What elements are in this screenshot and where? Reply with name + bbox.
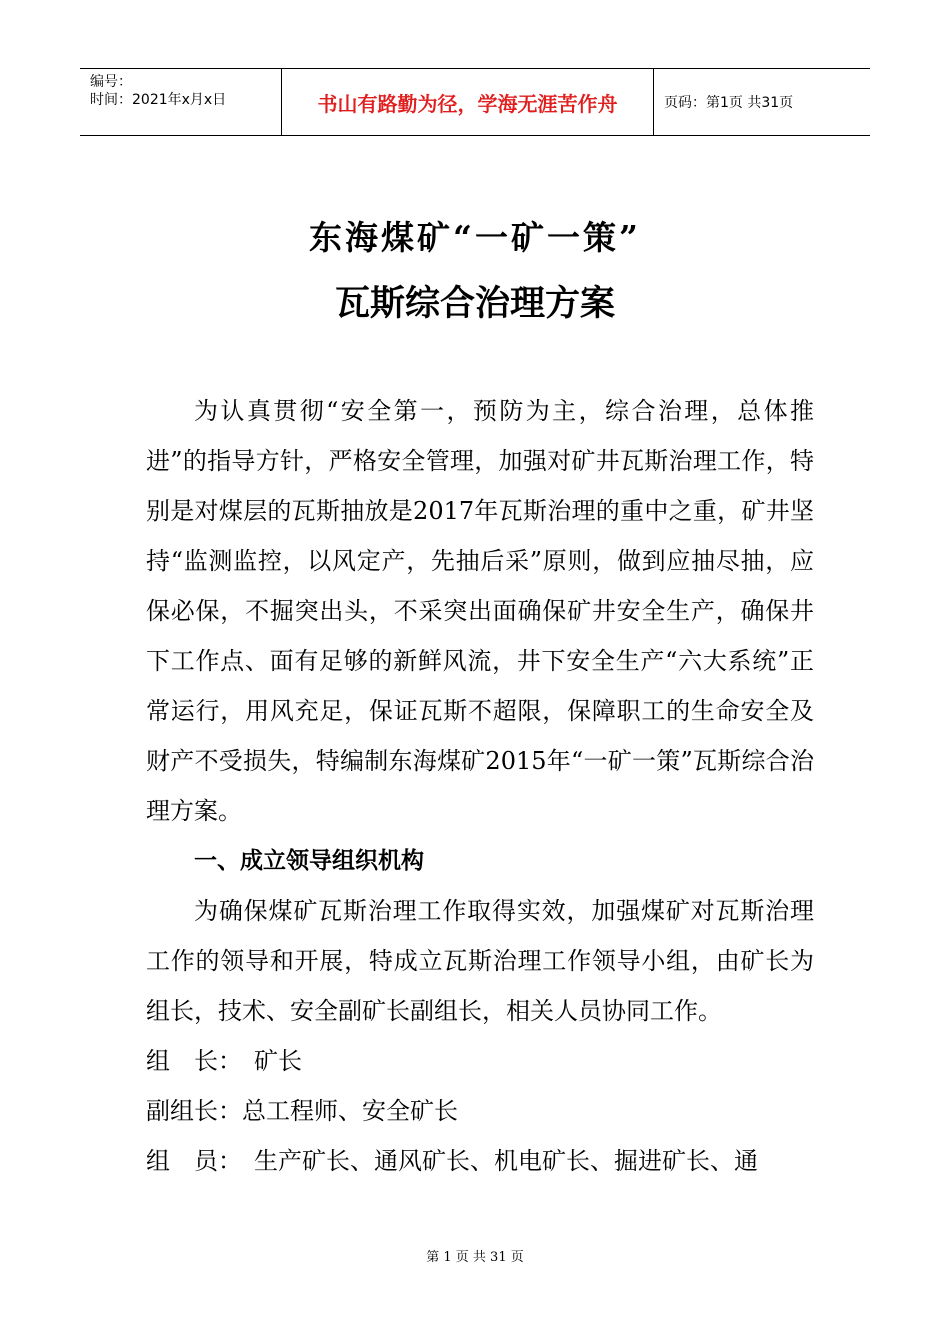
leader-label: 组 长： (146, 1047, 242, 1075)
header-page-cell (654, 69, 870, 135)
header-table (80, 68, 870, 136)
header-motto: 书山有路勤为径，学海无涯苦作舟 (317, 91, 618, 116)
page-footer: 第 1 页 共 31 页 (426, 1250, 524, 1265)
header-meta-cell (80, 69, 282, 135)
leader-value: 矿长 (254, 1047, 302, 1075)
leader-line (146, 1036, 814, 1086)
document-title-line1: 东海煤矿“一矿一策” (309, 218, 641, 257)
intro-paragraph: 为认真贯彻“安全第一，预防为主，综合治理，总体推进”的指导方针，严格安全管理，加强对矿井瓦斯治理工作，特别是对煤层的瓦斯抽放是2017年瓦斯治理的重中之重，矿井坚持“监测监控，以风定产，先抽后采”原则，做到应抽尽抽，应保必保，不掘突出头，不采突出面确保矿井安全生产，确保井下工作点、面有足够的新鲜风流，井下安全生产“六大系统”正常运行，用风充足，保证瓦斯不超限，保障职工的生命安全及财产不受损失，特编制东海煤矿2015年“一矿一策”瓦斯综合治理方案。 (146, 397, 814, 825)
member-label: 组 员： (146, 1147, 242, 1175)
header-motto-cell (282, 69, 654, 135)
document-body (146, 386, 814, 1186)
section1-heading: 一、成立领导组织机构 (194, 848, 424, 874)
deputy-label: 副组长： (146, 1097, 242, 1125)
document-time-label: 时间：2021年x月x日 (90, 92, 227, 108)
deputy-line (146, 1086, 814, 1136)
member-value: 生产矿长、通风矿长、机电矿长、掘进矿长、通 (254, 1147, 758, 1175)
section1-paragraph: 为确保煤矿瓦斯治理工作取得实效，加强煤矿对瓦斯治理工作的领导和开展，特成立瓦斯治理工作领导小组，由矿长为组长，技术、安全副矿长副组长，相关人员协同工作。 (146, 897, 814, 1025)
header-page-info: 页码：第1页 共31页 (664, 95, 794, 111)
deputy-value: 总工程师、安全矿长 (242, 1097, 458, 1125)
document-title-line2: 瓦斯综合治理方案 (334, 284, 615, 324)
document-number-label: 编号： (90, 74, 132, 90)
member-line (146, 1136, 814, 1186)
